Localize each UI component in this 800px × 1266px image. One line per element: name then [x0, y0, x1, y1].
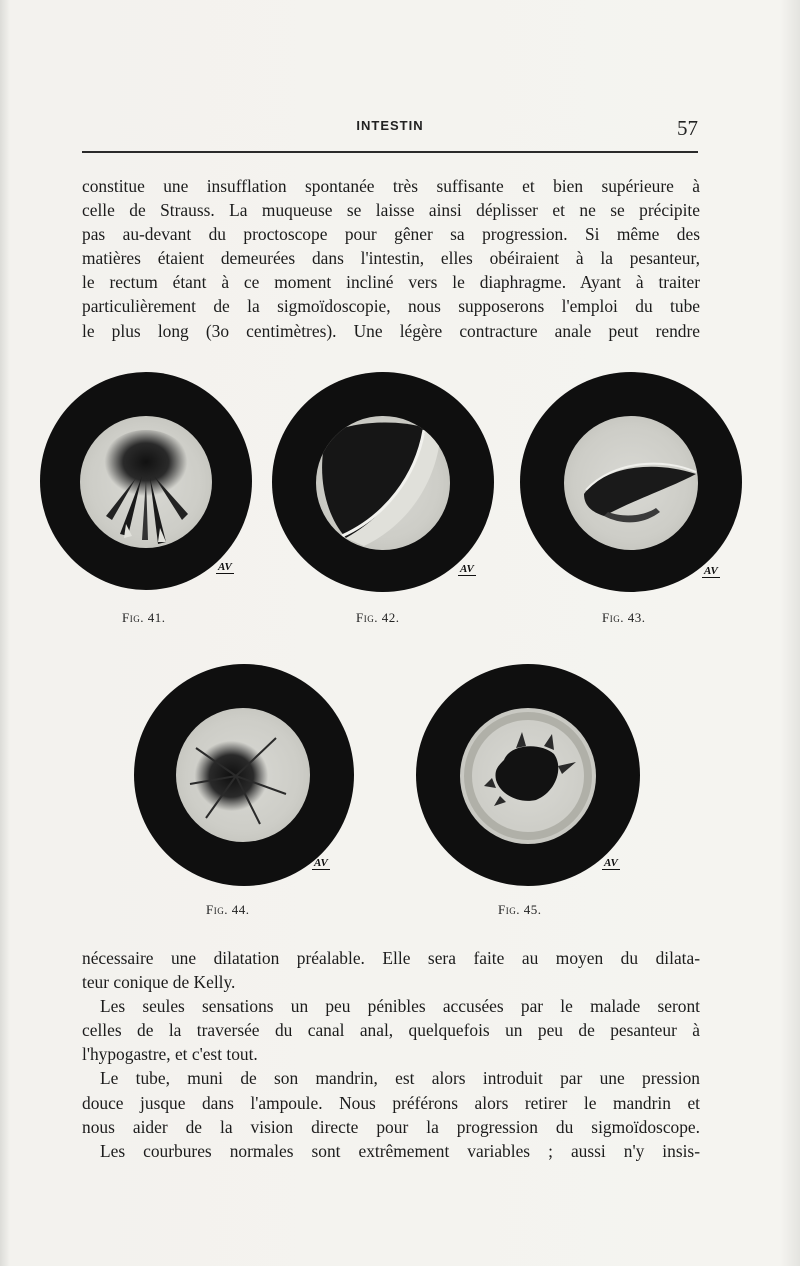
figure-44: [134, 664, 356, 888]
text-line: nécessaire une dilatation préalable. Elle sera faite au moyen du dilata-: [82, 948, 700, 968]
body-text-bottom: [82, 946, 700, 1163]
text-line: pas au-devant du proctoscope pour gêner sa progression. Si même des: [82, 224, 700, 245]
figure-41-caption: Fig. 41.: [122, 610, 166, 625]
figure-43: [520, 372, 748, 594]
text-line: constitue une insufflation spontanée très suffisante et bien supérieure à: [82, 176, 700, 196]
text-line: douce jusque dans l'ampoule. Nous préférons alors retirer le mandrin et: [82, 1092, 700, 1113]
running-head: [80, 116, 700, 146]
artist-signature: AV: [314, 857, 328, 869]
artist-signature: AV: [460, 563, 474, 575]
text-line: particulièrement de la sigmoïdoscopie, nous supposerons l'emploi du tube: [82, 296, 700, 317]
endoscopic-view: [80, 416, 212, 548]
figure-45: [416, 664, 644, 888]
text-line: Les seules sensations un peu pénibles accusées par le malade seront: [100, 996, 700, 1017]
text-line: nous aider de la vision directe pour la progression du sigmoïdoscope.: [82, 1116, 700, 1137]
artist-signature: AV: [704, 565, 718, 577]
figure-42: [272, 372, 496, 594]
mucosa-folds-illustration: [460, 708, 596, 844]
figure-45-caption: Fig. 45.: [498, 902, 542, 917]
mucosa-folds-illustration: [176, 708, 310, 842]
text-line: l'hypogastre, et c'est tout.: [82, 1044, 258, 1065]
header-rule: [82, 151, 698, 153]
body-text-top: [82, 174, 700, 343]
text-line: le plus long (3o centimètres). Une légère contracture anale peut rendre: [82, 320, 700, 341]
running-title: INTESTIN: [356, 118, 424, 133]
mucosa-folds-illustration: [80, 416, 212, 548]
text-line: teur conique de Kelly.: [82, 972, 236, 993]
text-line: Le tube, muni de son mandrin, est alors introduit par une pression: [100, 1068, 700, 1089]
text-line: matières étaient demeurées dans l'intestin, elles obéiraient à la pesanteur,: [82, 248, 700, 269]
text-line: celle de Strauss. La muqueuse se laisse ainsi déplisser et ne se précipite: [82, 200, 700, 221]
mucosa-folds-illustration: [316, 416, 450, 550]
artist-signature: AV: [218, 561, 232, 573]
mucosa-folds-illustration: [564, 416, 698, 550]
figure-43-caption: Fig. 43.: [602, 610, 646, 625]
text-line: celles de la traversée du canal anal, quelquefois un peu de pesanteur à: [82, 1020, 700, 1041]
endoscopic-view: [176, 708, 310, 842]
figure-44-caption: Fig. 44.: [206, 902, 250, 917]
endoscopic-view: [564, 416, 698, 550]
endoscopic-view: [460, 708, 596, 844]
artist-signature: AV: [604, 857, 618, 869]
endoscopic-view: [316, 416, 450, 550]
text-line: Les courbures normales sont extrêmement variables ; aussi n'y insis-: [100, 1140, 700, 1161]
figure-41: [40, 372, 254, 594]
text-line: le rectum étant à ce moment incliné vers le diaphragme. Ayant à traiter: [82, 272, 700, 293]
page-number: 57: [677, 116, 698, 140]
figure-42-caption: Fig. 42.: [356, 610, 400, 625]
